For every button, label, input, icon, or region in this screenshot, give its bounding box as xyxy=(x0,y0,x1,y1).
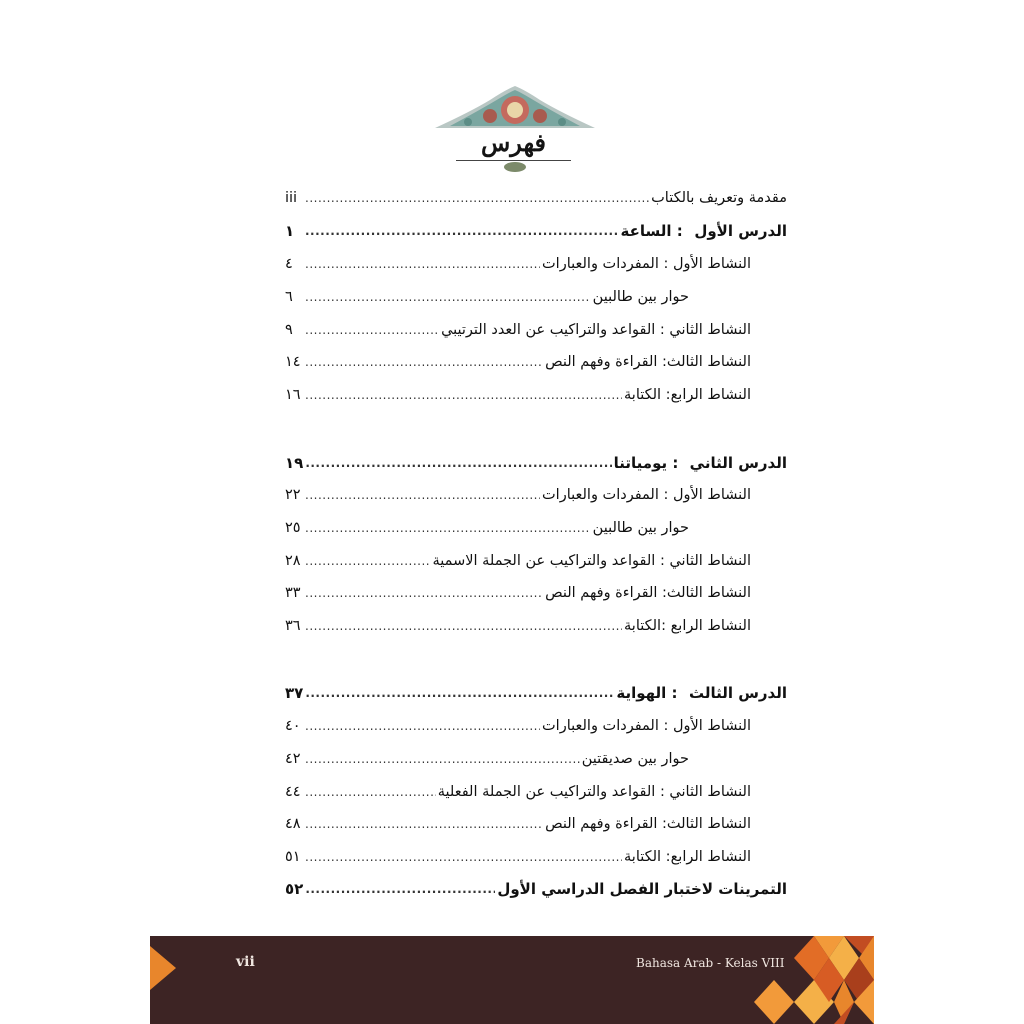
toc-entry-page: ٣٦ xyxy=(285,618,301,634)
toc-entry-label: حوار بين صديقتين xyxy=(581,751,689,767)
toc-entry-label: النشاط الثالث: القراءة وفهم النص xyxy=(545,585,751,601)
toc-entry-page: ٤٤ xyxy=(285,784,301,800)
toc-entry xyxy=(285,482,787,508)
toc-entry xyxy=(285,613,787,639)
toc-entry-page: iii xyxy=(285,190,298,206)
toc-entry xyxy=(285,251,787,277)
footer-triangle-icon xyxy=(150,946,176,990)
toc-entry-label: النشاط الرابع :الكتابة xyxy=(624,618,751,634)
toc-leader-dots xyxy=(305,718,540,734)
toc-leader-dots xyxy=(305,354,543,370)
toc-entry-page: ٢٢ xyxy=(285,487,301,503)
toc-entry xyxy=(285,218,787,244)
toc-entry-page: ٣٧ xyxy=(285,684,304,702)
toc-leader-dots xyxy=(305,322,439,338)
toc-leader-dots xyxy=(305,751,580,767)
toc-entry-label: حوار بين طالبين xyxy=(592,520,689,536)
toc-entry xyxy=(285,317,787,343)
toc-entry-topic: : الساعة xyxy=(620,222,683,240)
toc-entry xyxy=(285,713,787,739)
toc-entry-label: النشاط الثاني : القواعد والتراكيب عن العدد الترتيبي xyxy=(441,322,751,338)
toc-entry-label: مقدمة وتعريف بالكتاب xyxy=(651,190,787,206)
toc-entry-page: ٦ xyxy=(285,289,293,305)
toc-entry xyxy=(285,876,787,902)
toc-entry-page: ٩ xyxy=(285,322,293,338)
toc-entry xyxy=(285,680,787,706)
toc-leader-dots xyxy=(305,387,622,403)
toc-entry xyxy=(285,844,787,870)
footer-page-number: vii xyxy=(236,954,255,970)
toc-entry xyxy=(285,382,787,408)
toc-leader-dots xyxy=(305,455,611,471)
toc-entry-topic: : الهواية xyxy=(616,684,678,702)
toc-entry-topic: : يومياتنا xyxy=(613,454,679,472)
toc-entry xyxy=(285,349,787,375)
toc-entry-label: النشاط الأول : المفردات والعبارات xyxy=(542,487,751,503)
toc-entry-label: النشاط الأول : المفردات والعبارات xyxy=(542,718,751,734)
toc-entry-label: النشاط الرابع: الكتابة xyxy=(624,849,751,865)
toc-entry-page: ٥١ xyxy=(285,849,301,865)
toc-leader-dots xyxy=(305,223,619,239)
toc-leader-dots xyxy=(305,585,543,601)
toc-leader-dots xyxy=(305,190,649,206)
footer-geometric-pattern-icon xyxy=(754,936,874,1024)
footer-book-title: Bahasa Arab - Kelas VIII xyxy=(636,956,785,970)
toc-entry-page: ٥٢ xyxy=(285,880,304,898)
toc-entry xyxy=(285,515,787,541)
toc-entry-page: ٤٢ xyxy=(285,751,301,767)
toc-leader-dots xyxy=(305,553,431,569)
toc-leader-dots xyxy=(305,685,614,701)
toc-entry-page: ٤٨ xyxy=(285,816,301,832)
toc-entry xyxy=(285,185,787,211)
toc-leader-dots xyxy=(305,816,543,832)
toc-entry-page: ٣٣ xyxy=(285,585,301,601)
toc-leader-dots xyxy=(305,487,540,503)
toc-entry-label: الدرس الثالث xyxy=(688,684,787,702)
toc-leader-dots xyxy=(305,618,622,634)
toc-leader-dots xyxy=(305,520,591,536)
toc-entry-label: النشاط الرابع: الكتابة xyxy=(624,387,751,403)
toc-entry-page: ١٩ xyxy=(285,454,304,472)
toc-entry xyxy=(285,450,787,476)
toc-entry-page: ١٦ xyxy=(285,387,301,403)
toc-entry-page: ١٤ xyxy=(285,354,301,370)
toc-leader-dots xyxy=(305,784,436,800)
toc-leader-dots xyxy=(305,289,591,305)
toc-entry xyxy=(285,284,787,310)
toc-leader-dots xyxy=(305,881,495,897)
toc-entry-label: الدرس الأول xyxy=(694,222,787,240)
toc-entry-label: التمرينات لاختبار الفصل الدراسي الأول xyxy=(497,880,787,898)
toc-entry-label: النشاط الثاني : القواعد والتراكيب عن الجملة الفعلية xyxy=(437,784,751,800)
toc-entry-page: ٢٥ xyxy=(285,520,301,536)
toc-entry xyxy=(285,548,787,574)
toc-entry-label: حوار بين طالبين xyxy=(592,289,689,305)
toc-entry-page: ١ xyxy=(285,222,295,240)
page-title: فهرس xyxy=(480,128,547,157)
toc-entry-label: الدرس الثاني xyxy=(689,454,787,472)
toc-leader-dots xyxy=(305,849,622,865)
toc-entry xyxy=(285,811,787,837)
toc-entry-label: النشاط الأول : المفردات والعبارات xyxy=(542,256,751,272)
toc-entry xyxy=(285,746,787,772)
toc-leader-dots xyxy=(305,256,540,272)
toc-entry xyxy=(285,580,787,606)
toc-entry xyxy=(285,779,787,805)
toc-entry-label: النشاط الثالث: القراءة وفهم النص xyxy=(545,816,751,832)
toc-entry-page: ٢٨ xyxy=(285,553,301,569)
page-footer xyxy=(150,936,874,1024)
toc-entry-page: ٤٠ xyxy=(285,718,301,734)
toc-entry-page: ٤ xyxy=(285,256,293,272)
toc-entry-label: النشاط الثاني : القواعد والتراكيب عن الجملة الاسمية xyxy=(432,553,751,569)
toc-entry-label: النشاط الثالث: القراءة وفهم النص xyxy=(545,354,751,370)
